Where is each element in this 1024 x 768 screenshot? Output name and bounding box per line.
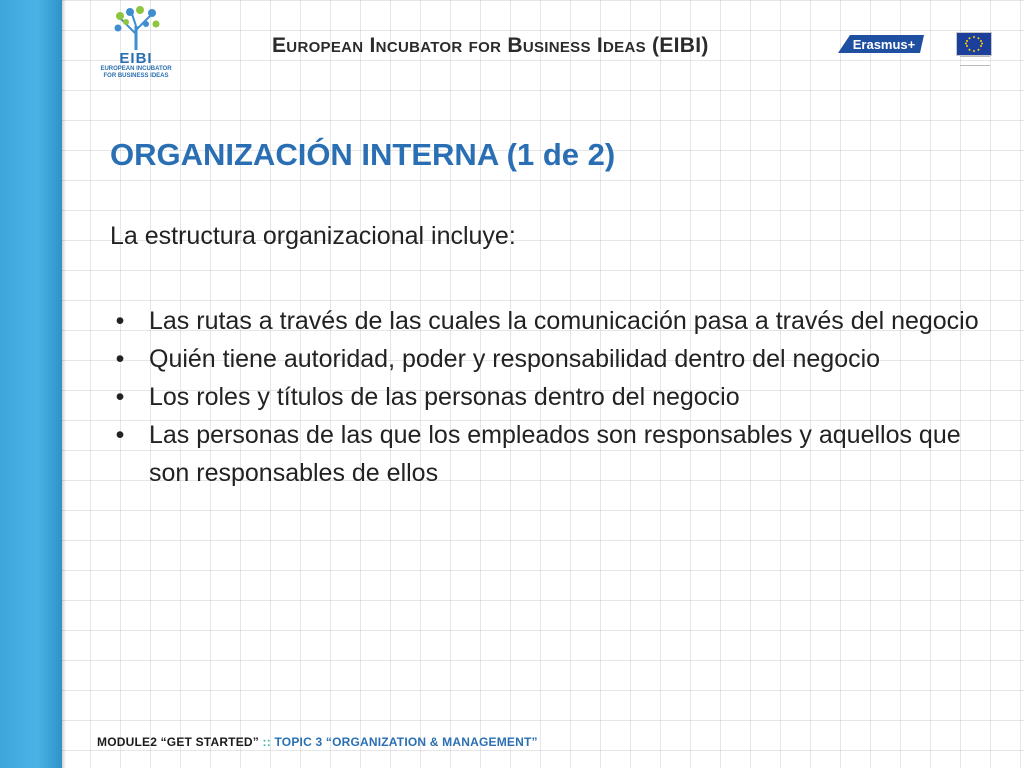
logo-subtitle-line-2: FOR BUSINESS IDEAS xyxy=(103,73,169,79)
bullet-item xyxy=(110,378,990,416)
bullet-dot-icon: • xyxy=(115,383,125,411)
bullet-dot-icon: • xyxy=(115,307,125,335)
footer xyxy=(97,735,538,749)
tree-logo-icon xyxy=(96,4,176,52)
bullet-text: Quién tiene autoridad, poder y responsabilidad dentro del negocio xyxy=(149,345,881,373)
left-bar-shadow xyxy=(62,0,66,768)
bullet-item xyxy=(110,340,990,378)
eu-logo xyxy=(952,30,994,68)
erasmus-label: Erasmus+ xyxy=(852,37,916,52)
eibi-logo xyxy=(96,4,176,84)
bullet-dot-icon: • xyxy=(115,345,125,373)
footer-separator: :: xyxy=(262,735,271,749)
bullet-text: Las rutas a través de las cuales la comunicación pasa a través del negocio xyxy=(149,307,979,335)
bullet-item xyxy=(110,416,990,492)
slide-title: ORGANIZACIÓN INTERNA (1 de 2) xyxy=(110,137,616,172)
bullet-item xyxy=(110,302,990,340)
eu-flag-icon xyxy=(956,32,992,56)
logo-title: EIBI xyxy=(119,50,153,67)
bullet-list xyxy=(110,302,990,492)
erasmus-logo xyxy=(836,33,926,55)
logo-subtitle-line-1: EUROPEAN INCUBATOR xyxy=(100,66,172,72)
intro-text: La estructura organizacional incluye: xyxy=(110,222,516,250)
header-title: European Incubator for Business Ideas (EIBI) xyxy=(272,34,709,57)
logo-subtitle xyxy=(96,66,176,80)
bullet-text: Las personas de las que los empleados son responsables y aquellos que son responsables de ellos xyxy=(149,421,961,487)
eu-caption-lines xyxy=(960,56,990,66)
bullet-dot-icon: • xyxy=(115,421,125,449)
footer-module: MODULE2 “GET STARTED” xyxy=(97,735,259,749)
bullet-text: Los roles y títulos de las personas dentro del negocio xyxy=(149,383,740,411)
left-accent-bar xyxy=(0,0,62,768)
footer-topic: TOPIC 3 “ORGANIZATION & MANAGEMENT” xyxy=(274,735,538,749)
